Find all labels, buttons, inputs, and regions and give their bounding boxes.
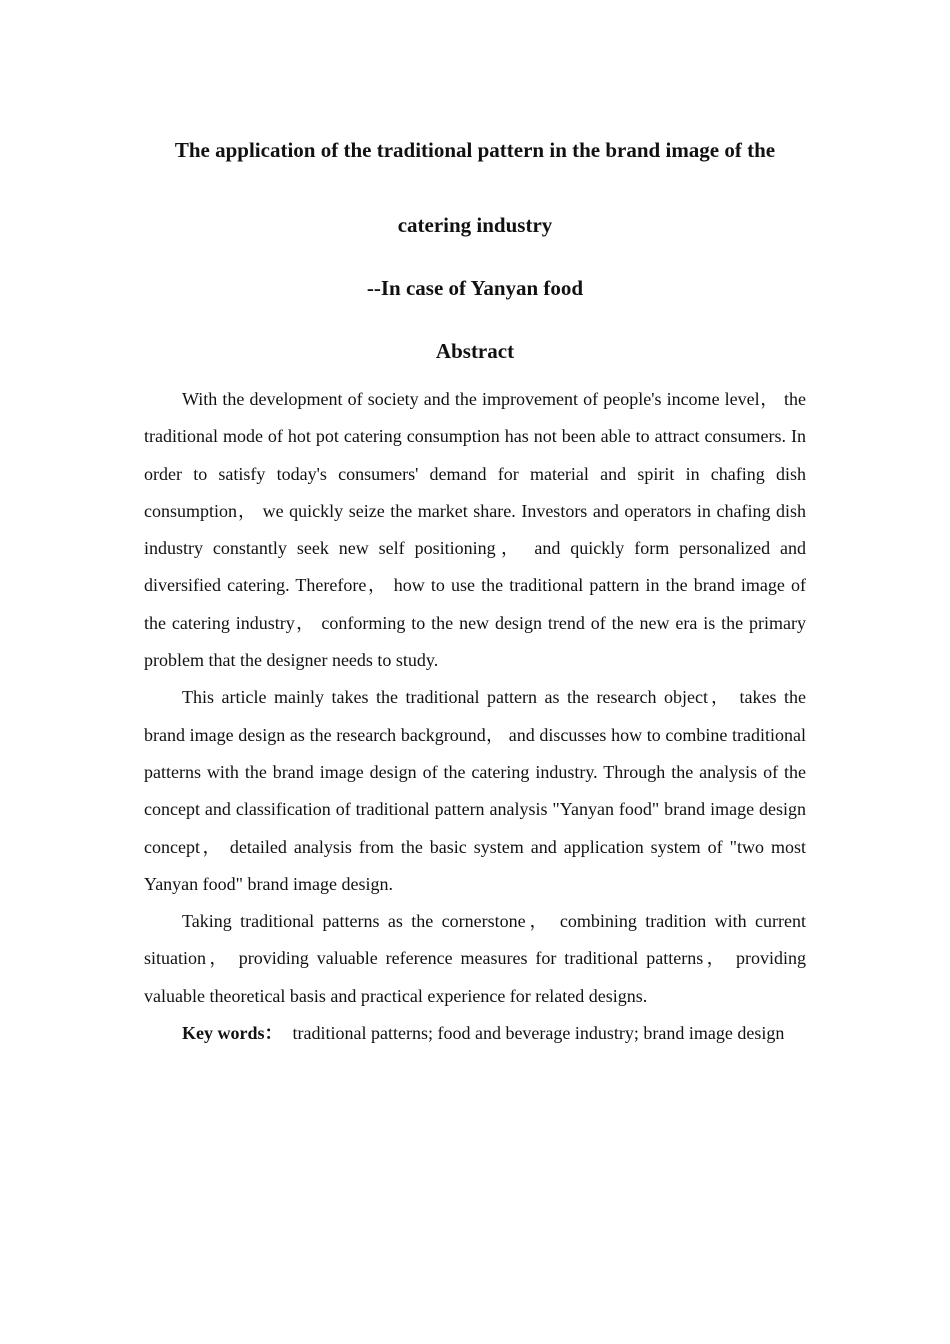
abstract-paragraph-3: Taking traditional patterns as the cornerstone， combining tradition with current situation， providing valuable reference measures for traditional patterns， providing valuable theoretical basis and practical experience for related designs.	[144, 911, 806, 1006]
abstract-body	[144, 381, 806, 1052]
keywords-value: traditional patterns; food and beverage industry; brand image design	[292, 1023, 785, 1044]
subtitle: --In case of Yanyan food	[366, 276, 584, 300]
keywords-line	[144, 1015, 806, 1052]
abstract-paragraph-2: This article mainly takes the traditional pattern as the research object， takes the brand image design as the research background， and discusses how to combine traditional patterns with the brand image design of the catering industry. Through the analysis of the concept and classification of traditional pattern analysis "Yanyan food" brand image design concept， detailed analysis from the basic system and application system of "two most Yanyan food" brand image design.	[144, 687, 806, 894]
title-line-2: catering industry	[397, 213, 553, 237]
abstract-paragraph-1: With the development of society and the improvement of people's income level， the traditional mode of hot pot catering consumption has not been able to attract consumers. In order to satisfy today's consumers' demand for material and spirit in chafing dish consumption， we quickly seize the market share. Investors and operators in chafing dish industry constantly seek new self positioning， and quickly form personalized and diversified catering. Therefore， how to use the traditional pattern in the brand image of the catering industry， conforming to the new design trend of the new era is the primary problem that the designer needs to study.	[144, 389, 806, 671]
abstract-heading: Abstract	[435, 339, 515, 363]
keywords-label: Key words：	[182, 1023, 283, 1044]
title-line-1: The application of the traditional pattern in the brand image of the	[174, 138, 776, 162]
